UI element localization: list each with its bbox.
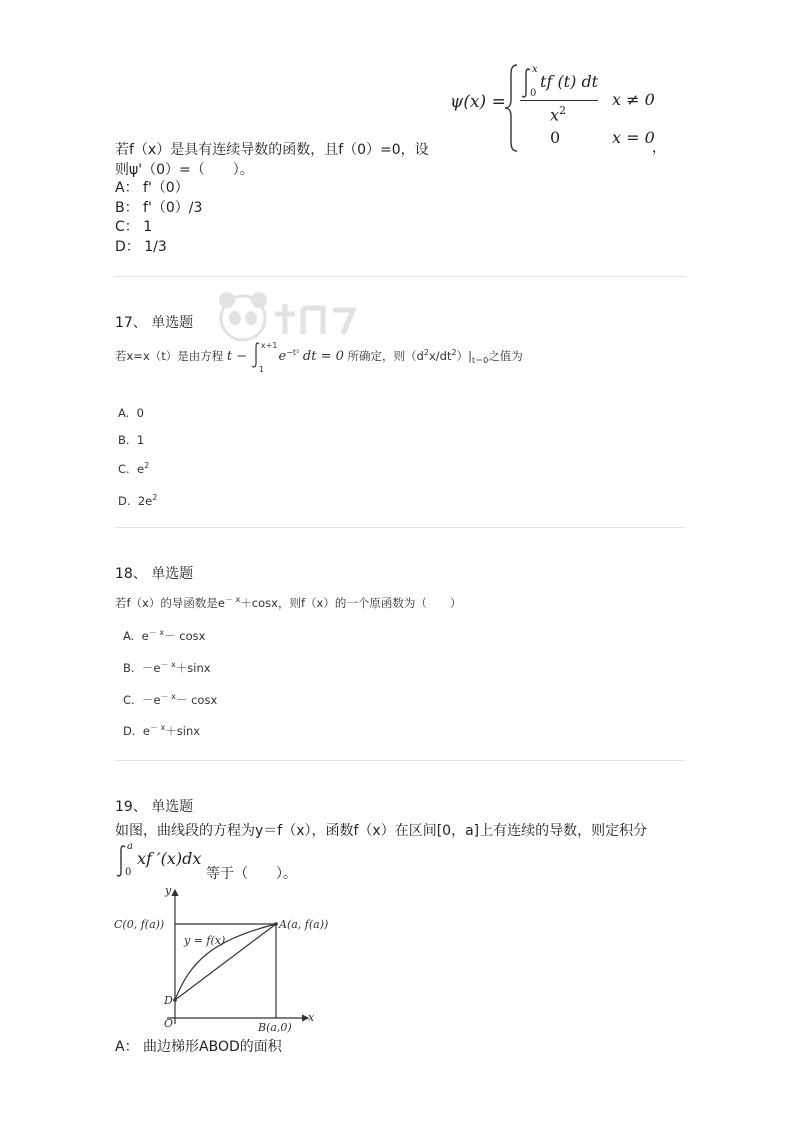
q18-option-b[interactable]: B. $-e^{- x}+\sin x$ <box>123 660 211 675</box>
label-b: B(a,0) <box>258 1021 292 1034</box>
q17-option-c[interactable]: C. $e^2$ <box>118 461 150 476</box>
q17-option-d[interactable]: D. $2e^2$ <box>118 493 158 508</box>
label-a: A(a, f(a)) <box>279 918 329 931</box>
q19-header: 19、 单选题 <box>115 799 194 815</box>
q18-option-d[interactable]: D. $e^{- x}+\sin x$ <box>123 723 201 738</box>
label-x-axis: x <box>308 1011 315 1024</box>
q19-integral: a 0 xf ′(x)dx <box>115 843 215 879</box>
label-d: D <box>164 994 173 1007</box>
q17-option-a[interactable]: A. 0 <box>118 405 144 420</box>
denominator: $x^2$ <box>550 104 567 125</box>
q16-formula <box>450 62 680 154</box>
psi-lhs: ψ(x) = <box>450 92 506 112</box>
q16-option-c[interactable]: C： 1 <box>115 219 153 235</box>
fraction-bar <box>520 100 598 101</box>
q18-stem: 若f（x）的导函数是$e^{- x}+\cos x$，则f（x）的一个原函数为（ ） <box>115 595 462 610</box>
panda-watermark-icon <box>213 288 363 346</box>
q19-figure <box>112 884 342 1034</box>
left-brace <box>504 64 520 152</box>
q18-option-a[interactable]: A. $e^{- x}- \cos x$ <box>123 628 206 643</box>
int-lower: 0 <box>530 88 537 99</box>
q19-stem-tail: 等于（ ）。 <box>206 866 297 882</box>
numerator-body: tf (t) dt <box>540 72 599 91</box>
case1-condition: x ≠ 0 <box>612 90 655 109</box>
q17-stem: 若x=x（t）是由方程 t − x+1 1 $e^{-t^2}$ dt = 0 所确定，则$(d^2x/dt^2)|_{t=0}$之值为 <box>115 341 523 375</box>
q16-option-b[interactable]: B： f'（0）/3 <box>115 200 203 216</box>
label-y-axis: y <box>165 884 172 897</box>
int-upper: x <box>532 64 538 75</box>
formula-trailing-comma: ， <box>652 140 666 156</box>
q16-stem-line1: 若f（x）是具有连续导数的函数，且f（0）=0，设 <box>115 142 429 158</box>
label-c: C(0, f(a)) <box>114 918 165 931</box>
case2-value: 0 <box>550 128 561 147</box>
case2-condition: x = 0 <box>612 128 655 147</box>
q16-option-a[interactable]: A： f'（0） <box>115 180 189 196</box>
divider <box>115 760 685 761</box>
label-curve: y = f(x) <box>184 934 226 947</box>
q16-option-d[interactable]: D： 1/3 <box>115 239 167 255</box>
q18-header: 18、 单选题 <box>115 566 194 582</box>
q19-option-a[interactable]: A： 曲边梯形ABOD的面积 <box>115 1039 282 1055</box>
q17-option-b[interactable]: B. 1 <box>118 432 145 447</box>
q17-header: 17、 单选题 <box>115 315 194 331</box>
divider <box>115 527 685 528</box>
q16-stem-line2: 则ψ'（0）=（ ）。 <box>115 162 254 178</box>
label-o: O <box>164 1017 174 1030</box>
q19-stem: 如图，曲线段的方程为y＝f（x），函数f（x）在区间[0，a]上有连续的导数，则定积分 <box>115 823 648 839</box>
q18-option-c[interactable]: C. $-e^{- x}- \cos x$ <box>123 692 218 707</box>
divider <box>115 276 685 277</box>
